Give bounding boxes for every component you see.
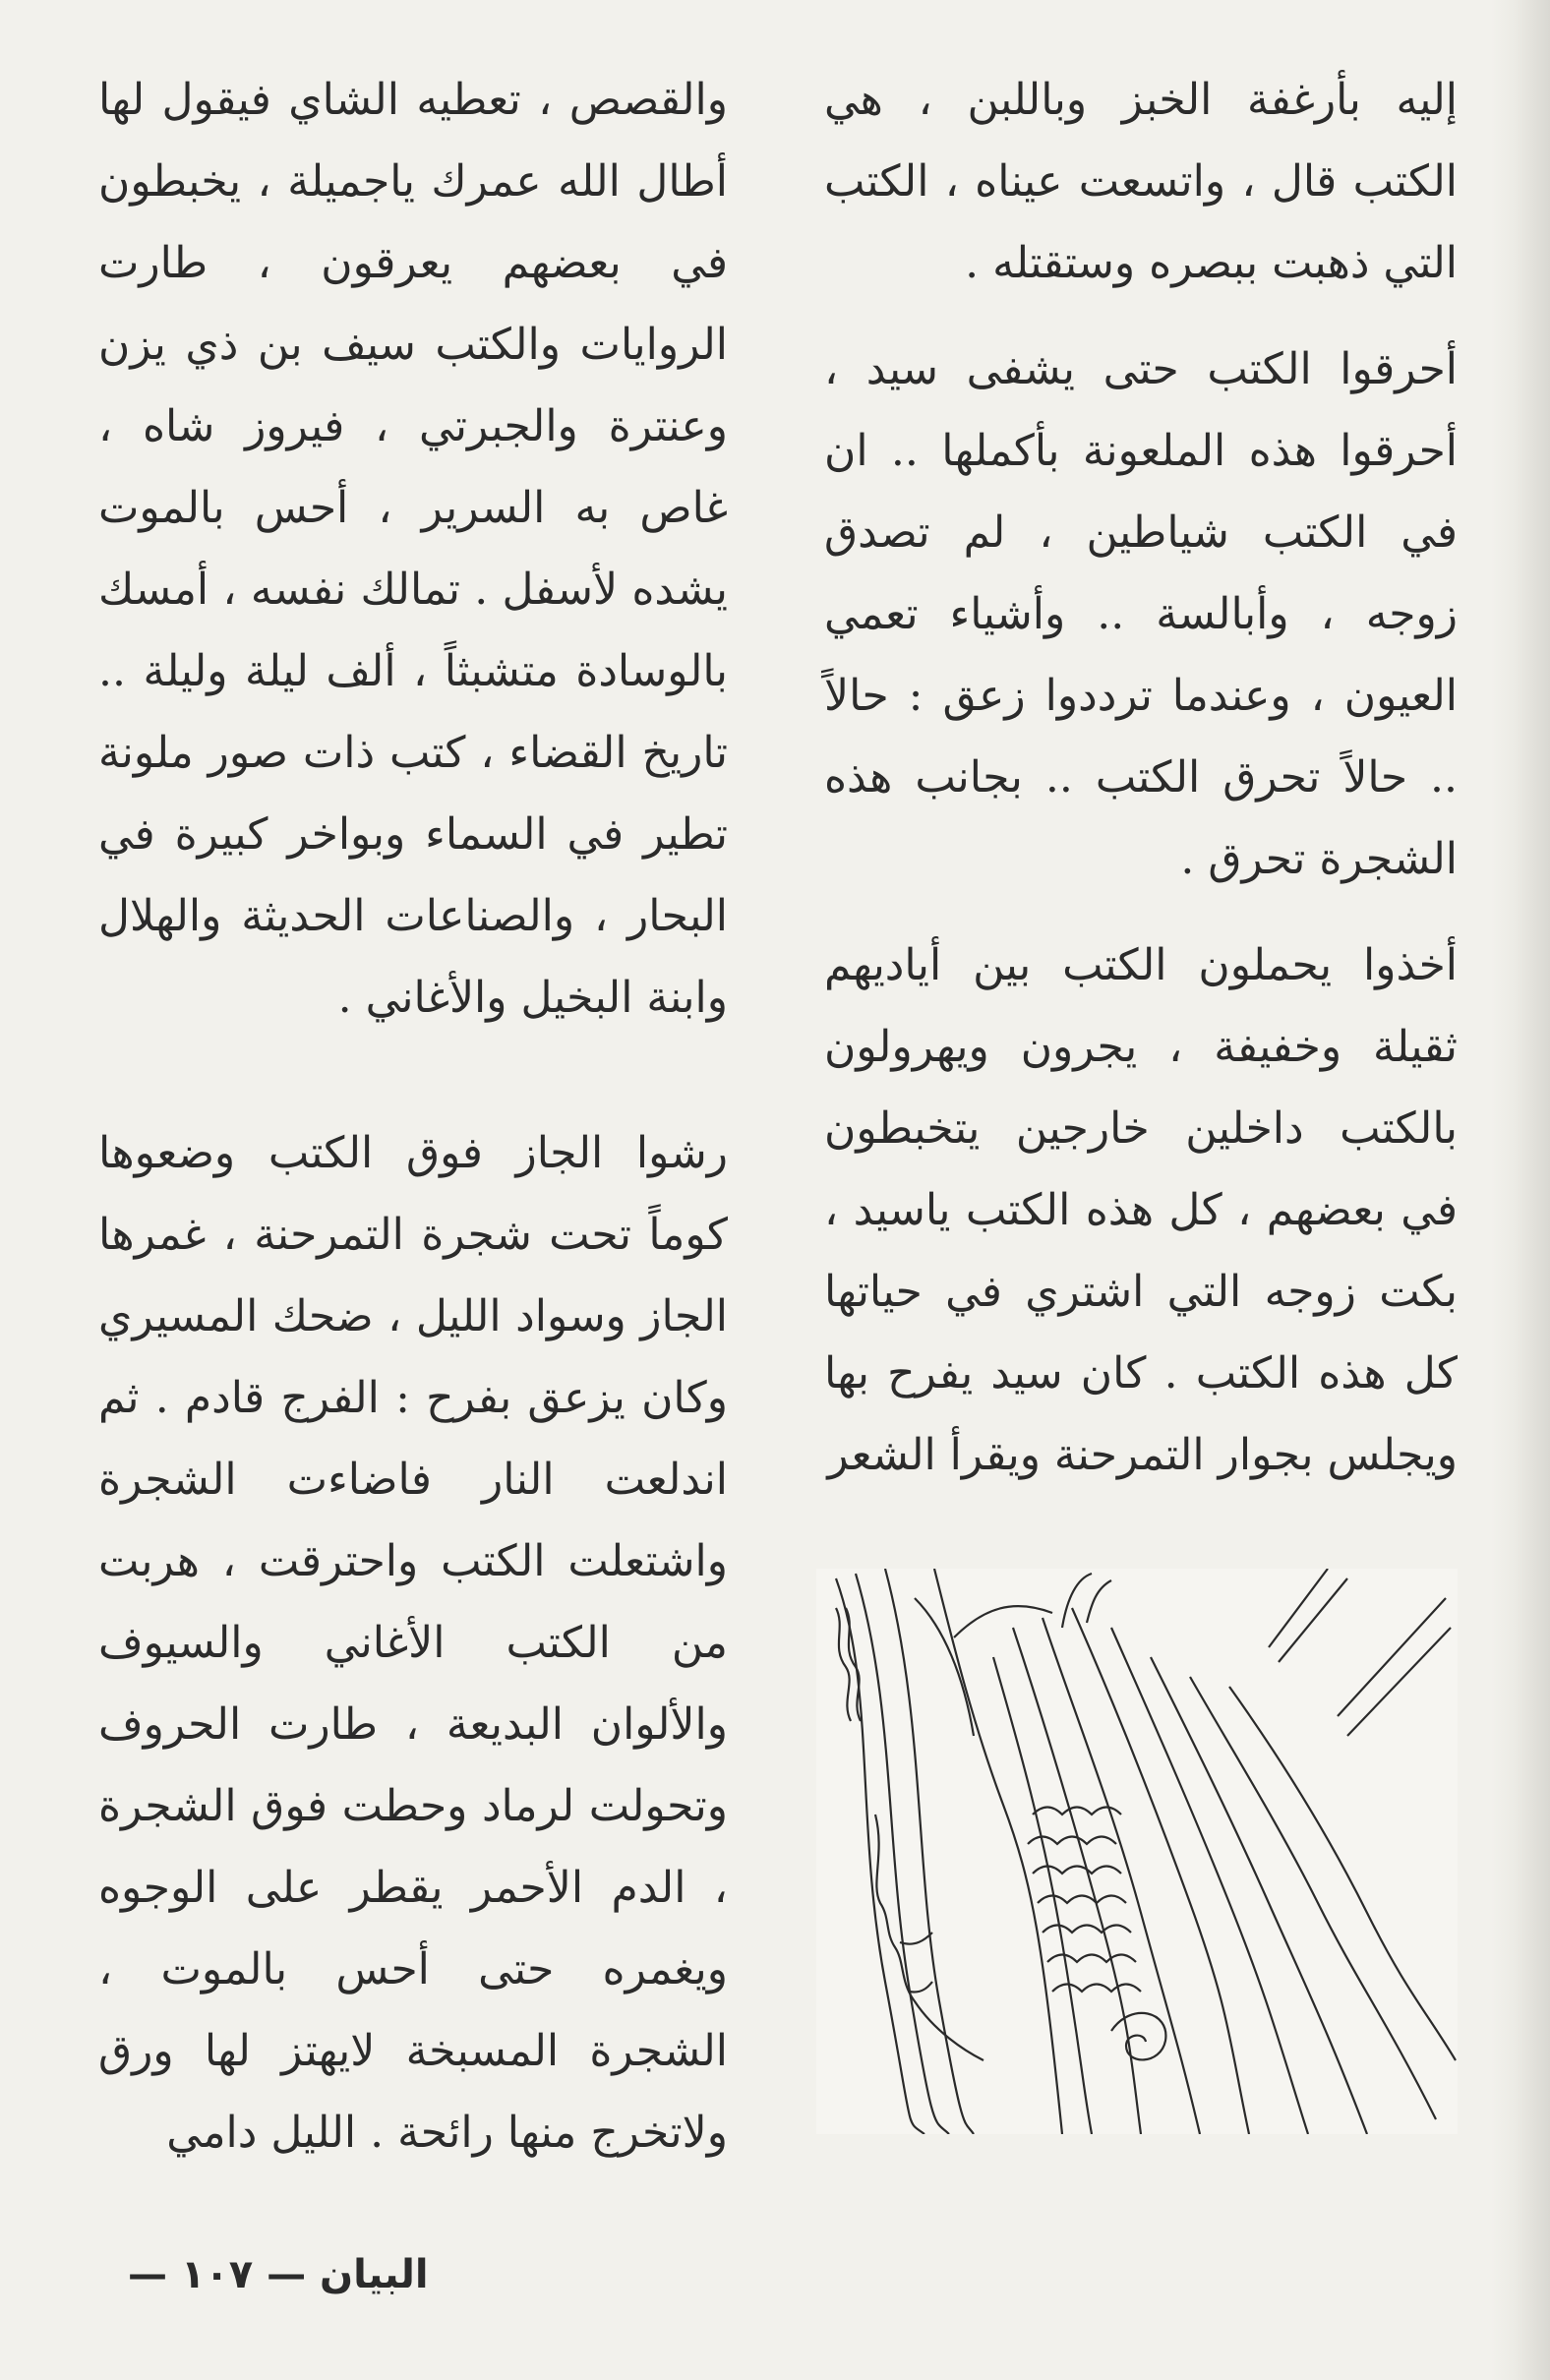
page-footer: البيان — ١٠٧ — [128, 2252, 429, 2297]
paragraph: أحرقوا الكتب حتى يشفى سيد ، أحرقوا هذه الملعونة بأكملها .. ان في الكتب شياطين ، لم تصدق زوجه ، وأبالسة .. وأشياء تعمي العيون ، وعندما ترددوا زعق : حالاً .. حالاً تحرق الكتب .. بجانب هذه الشجرة تحرق . [824, 344, 1458, 884]
text-column-right [824, 59, 1458, 1496]
paragraph: رشوا الجاز فوق الكتب وضعوها كوماً تحت شجرة التمرحنة ، غمرها الجاز وسواد الليل ، ضحك المسيري وكان يزعق بفرح : الفرج قادم . ثم اندلعت النار فاضاءت الشجرة واشتعلت الكتب واحترقت ، هربت من الكتب الأغاني والسيوف والألوان البديعة ، طارت الحروف وتحولت لرماد وحطت فوق الشجرة ، الدم الأحمر يقطر على الوجوه ويغمره حتى أحس بالموت ، الشجرة المسبخة لايهتز لها ورق ولاتخرج منها رائحة . الليل دامي [98, 1128, 728, 2158]
paragraph: والقصص ، تعطيه الشاي فيقول لها أطال الله عمرك ياجميلة ، يخبطون في بعضهم يعرقون ، طارت الروايات والكتب سيف بن ذي يزن وعنترة والجبرتي ، فيروز شاه ، غاص به السرير ، أحس بالموت يشده لأسفل . تمالك نفسه ، أمسك بالوسادة متشبثاً ، ألف ليلة وليلة .. تاريخ القضاء ، كتب ذات صور ملونة تطير في السماء وبواخر كبيرة في البحار ، والصناعات الحديثة والهلال وابنة البخيل والأغاني . [98, 75, 728, 1023]
paragraph: أخذوا يحملون الكتب بين أياديهم ثقيلة وخفيفة ، يجرون ويهرولون بالكتب داخلين خارجين يتخبطون في بعضهم ، كل هذه الكتب ياسيد ، بكت زوجه التي اشتري في حياتها كل هذه الكتب . كان سيد يفرح بها ويجلس بجوار التمرحنة ويقرأ الشعر [824, 940, 1458, 1480]
paragraph: إليه بأرغفة الخبز وباللبن ، هي الكتب قال ، واتسعت عيناه ، الكتب التي ذهبت ببصره وستقتله . [824, 75, 1458, 288]
text-column-left [98, 59, 728, 2173]
ink-illustration [816, 1569, 1458, 2134]
page-edge-shadow [1491, 0, 1550, 2380]
